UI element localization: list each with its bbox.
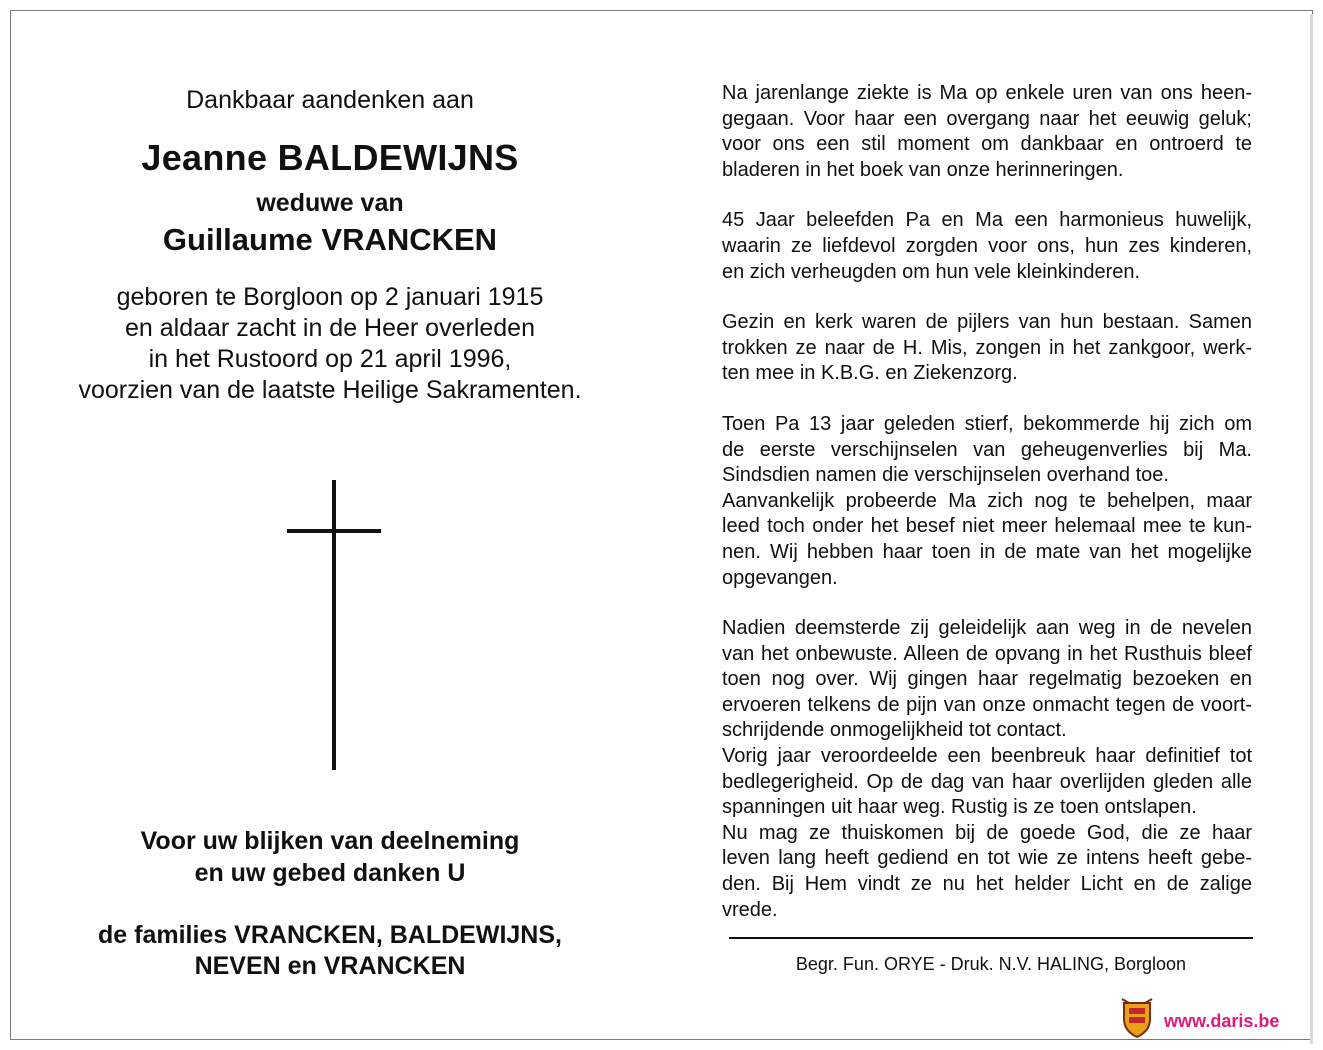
- watermark-link[interactable]: www.daris.be: [1164, 1011, 1280, 1031]
- text-line: bladeren in het boek van onze herinneringen.: [722, 158, 1124, 181]
- thanks-line: Voor uw blijken van deelneming: [140, 827, 520, 855]
- deceased-name: Jeanne BALDEWIJNS: [141, 137, 519, 178]
- bio-line: voorzien van de laatste Heilige Sakramenten.: [78, 376, 582, 404]
- cross-vertical-bar: [332, 480, 336, 770]
- left-panel: [30, 80, 630, 980]
- paragraph: [722, 412, 1252, 591]
- thanks-text: [30, 825, 630, 889]
- text-line: Na jarenlange ziekte is Ma op enkele uren van ons heen-: [722, 82, 1252, 104]
- text-line: ervoeren telkens de pijn van onze onmacht tegen de voort-: [722, 693, 1252, 716]
- border-shadow: [1310, 14, 1313, 1044]
- text-line: spanningen uit haar weg. Rustig is ze toen ontslapen.: [722, 796, 1197, 819]
- printer-credit: Begr. Fun. ORYE - Druk. N.V. HALING, Borgloon: [795, 954, 1187, 974]
- text-line: Nadien deemsterde zij geleidelijk aan weg in de nevelen: [722, 617, 1252, 640]
- text-line: de eerste verschijnselen van geheugenverlies bij Ma.: [722, 438, 1252, 461]
- divider-rule: [729, 937, 1253, 939]
- text-line: Vorig jaar veroordeelde een beenbreuk haar definitief tot: [722, 745, 1252, 768]
- text-line: Sindsdien namen die verschijnselen overhand toe.: [722, 464, 1169, 487]
- bio-line: en aldaar zacht in de Heer overleden: [125, 314, 535, 342]
- text-line: van het onbewuste. Alleen de opvang in het Rusthuis bleef: [722, 642, 1252, 665]
- bio-line: geboren te Borgloon op 2 januari 1915: [116, 283, 544, 311]
- intro-text: Dankbaar aandenken aan: [186, 86, 474, 114]
- text-line: bedlegerigheid. Op de dag van haar overlijden gleden alle: [722, 770, 1252, 793]
- paragraph: [722, 310, 1252, 387]
- text-line: leed toch onder het besef niet meer helemaal mee te kun-: [722, 515, 1252, 538]
- families-line: NEVEN en VRANCKEN: [194, 952, 466, 980]
- text-line: voor ons een stil moment om dankbaar en ontroerd te: [722, 133, 1252, 156]
- husband-name: Guillaume VRANCKEN: [162, 222, 498, 257]
- bio-line: in het Rustoord op 21 april 1996,: [148, 345, 512, 373]
- text-line: toen nog over. Wij gingen haar regelmatig bezoeken en: [722, 668, 1252, 691]
- text-line: nen. Wij hebben haar toen in de mate van het mogelijke: [722, 540, 1252, 563]
- cross-icon: [287, 480, 381, 770]
- text-line: vrede.: [722, 898, 778, 921]
- right-panel: [722, 81, 1252, 948]
- text-line: Aanvankelijk probeerde Ma zich nog te behelpen, maar: [722, 489, 1252, 512]
- biography: [30, 282, 630, 406]
- paragraph: [722, 616, 1252, 923]
- text-line: trokken ze naar de H. Mis, zongen in het zankgoor, werk-: [722, 336, 1252, 359]
- coat-of-arms-icon: [1120, 997, 1154, 1039]
- text-line: leven lang heeft gediend en tot wie ze intens heeft gebe-: [722, 847, 1252, 870]
- text-line: en zich verheugden om hun vele kleinkinderen.: [722, 260, 1141, 283]
- widow-of-label: weduwe van: [256, 189, 404, 217]
- text-line: Toen Pa 13 jaar geleden stierf, bekommerde hij zich om: [722, 412, 1252, 435]
- paragraph: [722, 81, 1252, 183]
- text-line: 45 Jaar beleefden Pa en Ma een harmonieus huwelijk,: [722, 209, 1252, 232]
- cross-horizontal-bar: [287, 529, 381, 533]
- text-line: Gezin en kerk waren de pijlers van hun bestaan. Samen: [722, 311, 1252, 334]
- text-line: opgevangen.: [722, 566, 838, 589]
- text-line: schrijdende onmogelijkheid tot contact.: [722, 719, 1067, 742]
- text-line: Nu mag ze thuiskomen bij de goede God, die ze haar: [722, 821, 1252, 844]
- text-line: ten mee in K.B.G. en Ziekenzorg.: [722, 362, 1018, 385]
- text-line: den. Bij Hem vindt ze nu het helder Licht en de zalige: [722, 873, 1252, 896]
- families-line: de families VRANCKEN, BALDEWIJNS,: [98, 921, 562, 949]
- families-text: [30, 920, 630, 982]
- thanks-line: en uw gebed danken U: [194, 859, 466, 887]
- text-line: gegaan. Voor haar een overgang naar het eeuwig geluk;: [722, 107, 1252, 130]
- text-line: waarin ze liefdevol zorgden voor ons, hun zes kinderen,: [722, 234, 1252, 257]
- paragraph: [722, 208, 1252, 285]
